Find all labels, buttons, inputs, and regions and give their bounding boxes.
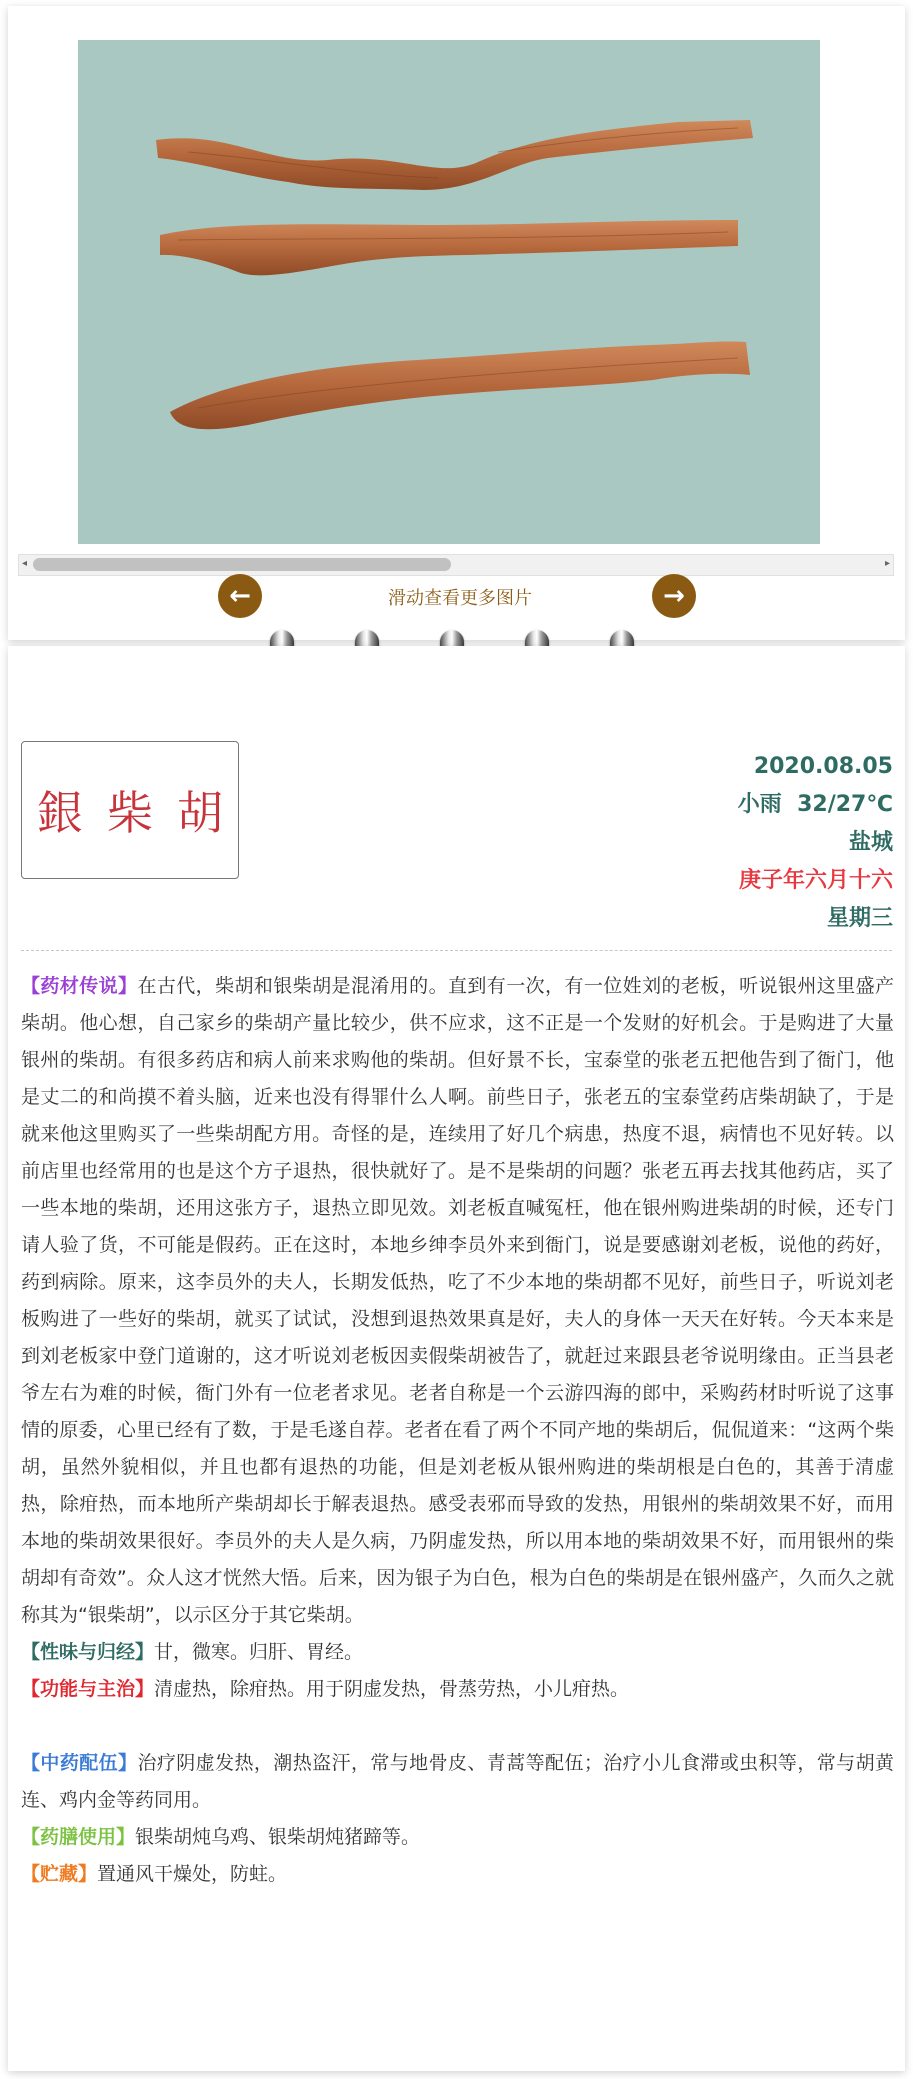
herb-name-seal: 銀柴胡 — [37, 786, 247, 840]
scroll-right-icon[interactable]: ▸ — [884, 558, 890, 569]
previous-image-button[interactable] — [218, 574, 262, 618]
diet-label: 【药膳使用】 — [21, 1826, 136, 1848]
arrow-right-icon: → — [663, 581, 685, 611]
function-paragraph — [21, 1671, 894, 1708]
arrow-left-icon: ← — [229, 581, 251, 611]
nature-text: 甘，微寒。归肝、胃经。 — [154, 1641, 364, 1663]
function-label: 【功能与主治】 — [21, 1678, 155, 1700]
legend-label: 【药材传说】 — [21, 975, 138, 997]
nature-label: 【性味与归经】 — [21, 1641, 155, 1663]
legend-paragraph — [21, 968, 894, 1634]
horizontal-scrollbar[interactable] — [18, 554, 894, 576]
compat-text: 治疗阴虚发热，潮热盗汗，常与地骨皮、青蒿等配伍；治疗小儿食滞或虫积等，常与胡黄连、鸡内金等药同用。 — [21, 1752, 894, 1811]
scrollbar-thumb[interactable] — [33, 558, 451, 571]
date-text: 2020.08.05 — [753, 754, 893, 779]
compat-label: 【中药配伍】 — [21, 1752, 138, 1774]
diet-paragraph — [21, 1819, 894, 1856]
function-text: 清虚热，除疳热。用于阴虚发热，骨蒸劳热，小儿疳热。 — [154, 1678, 630, 1700]
lunar-date-text: 庚子年六月十六 — [738, 868, 893, 893]
city-text: 盐城 — [848, 830, 893, 855]
storage-text: 置通风干燥处，防蛀。 — [97, 1863, 288, 1885]
nature-paragraph — [21, 1634, 894, 1671]
swipe-hint-text: 滑动查看更多图片 — [388, 588, 532, 609]
legend-text: 在古代，柴胡和银柴胡是混淆用的。直到有一次，有一位姓刘的老板，听说银州这里盛产柴胡。他心想，自己家乡的柴胡产量比较少，供不应求，这不正是一个发财的好机会。于是购进了大量银州的柴胡。有很多药店和病人前来求购他的柴胡。但好景不长，宝泰堂的张老五把他告到了衙门，他是丈二的和尚摸不着头脑，近来也没有得罪什么人啊。前些日子，张老五的宝泰堂药店柴胡缺了，于是就来他这里购买了一些柴胡配方用。奇怪的是，连续用了好几个病患，热度不退，病情也不见好转。以前店里也经常用的也是这个方子退热，很快就好了。是不是柴胡的问题？张老五再去找其他药店，买了一些本地的柴胡，还用这张方子，退热立即见效。刘老板直喊冤枉，他在银州购进柴胡的时候，还专门请人验了货，不可能是假药。正在这时，本地乡绅李员外来到衙门，说是要感谢刘老板，说他的药好，药到病除。原来，这李员外的夫人，长期发低热，吃了不少本地的柴胡都不见好，前些日子，听说刘老板购进了一些好的柴胡，就买了试试，没想到退热效果真是好，夫人的身体一天天在好转。今天本来是到刘老板家中登门道谢的，这才听说刘老板因卖假柴胡被告了，就赶过来跟县老爷说明缘由。正当县老爷左右为难的时候，衙门外有一位老者求见。老者自称是一个云游四海的郎中，采购药材时听说了这事情的原委，心里已经有了数，于是毛遂自荐。老者在看了两个不同产地的柴胡后，侃侃道来：“这两个柴胡，虽然外貌相似，并且也都有退热的功能，但是刘老板从银州购进的柴胡根是白色的，其善于清虚热，除疳热，而本地所产柴胡却长于解表退热。感受表邪而导致的发热，用银州的柴胡效果不好，而用本地的柴胡效果很好。李员外的夫人是久病，乃阴虚发热，所以用本地的柴胡效果不好，而用银州的柴胡却有奇效”。众人这才恍然大悟。后来，因为银子为白色，根为白色的柴胡是在银州盛产，久而久之就称其为“银柴胡”，以示区分于其它柴胡。 — [21, 975, 894, 1626]
date-weather-block — [493, 748, 893, 938]
next-image-button[interactable] — [652, 574, 696, 618]
herb-photo[interactable] — [78, 40, 820, 544]
herb-seal-box — [21, 741, 247, 879]
compat-paragraph — [21, 1745, 894, 1819]
bupleurum-root-image — [78, 40, 820, 544]
article-body — [21, 968, 894, 1893]
weekday-text: 星期三 — [826, 906, 893, 931]
dashed-divider — [21, 950, 892, 951]
spacer — [21, 1708, 894, 1745]
scroll-left-icon[interactable]: ◂ — [22, 558, 28, 569]
storage-paragraph — [21, 1856, 894, 1893]
storage-label: 【贮藏】 — [21, 1863, 98, 1885]
diet-text: 银柴胡炖乌鸡、银柴胡炖猪蹄等。 — [135, 1826, 421, 1848]
weather-text: 小雨 32/27℃ — [737, 792, 893, 817]
